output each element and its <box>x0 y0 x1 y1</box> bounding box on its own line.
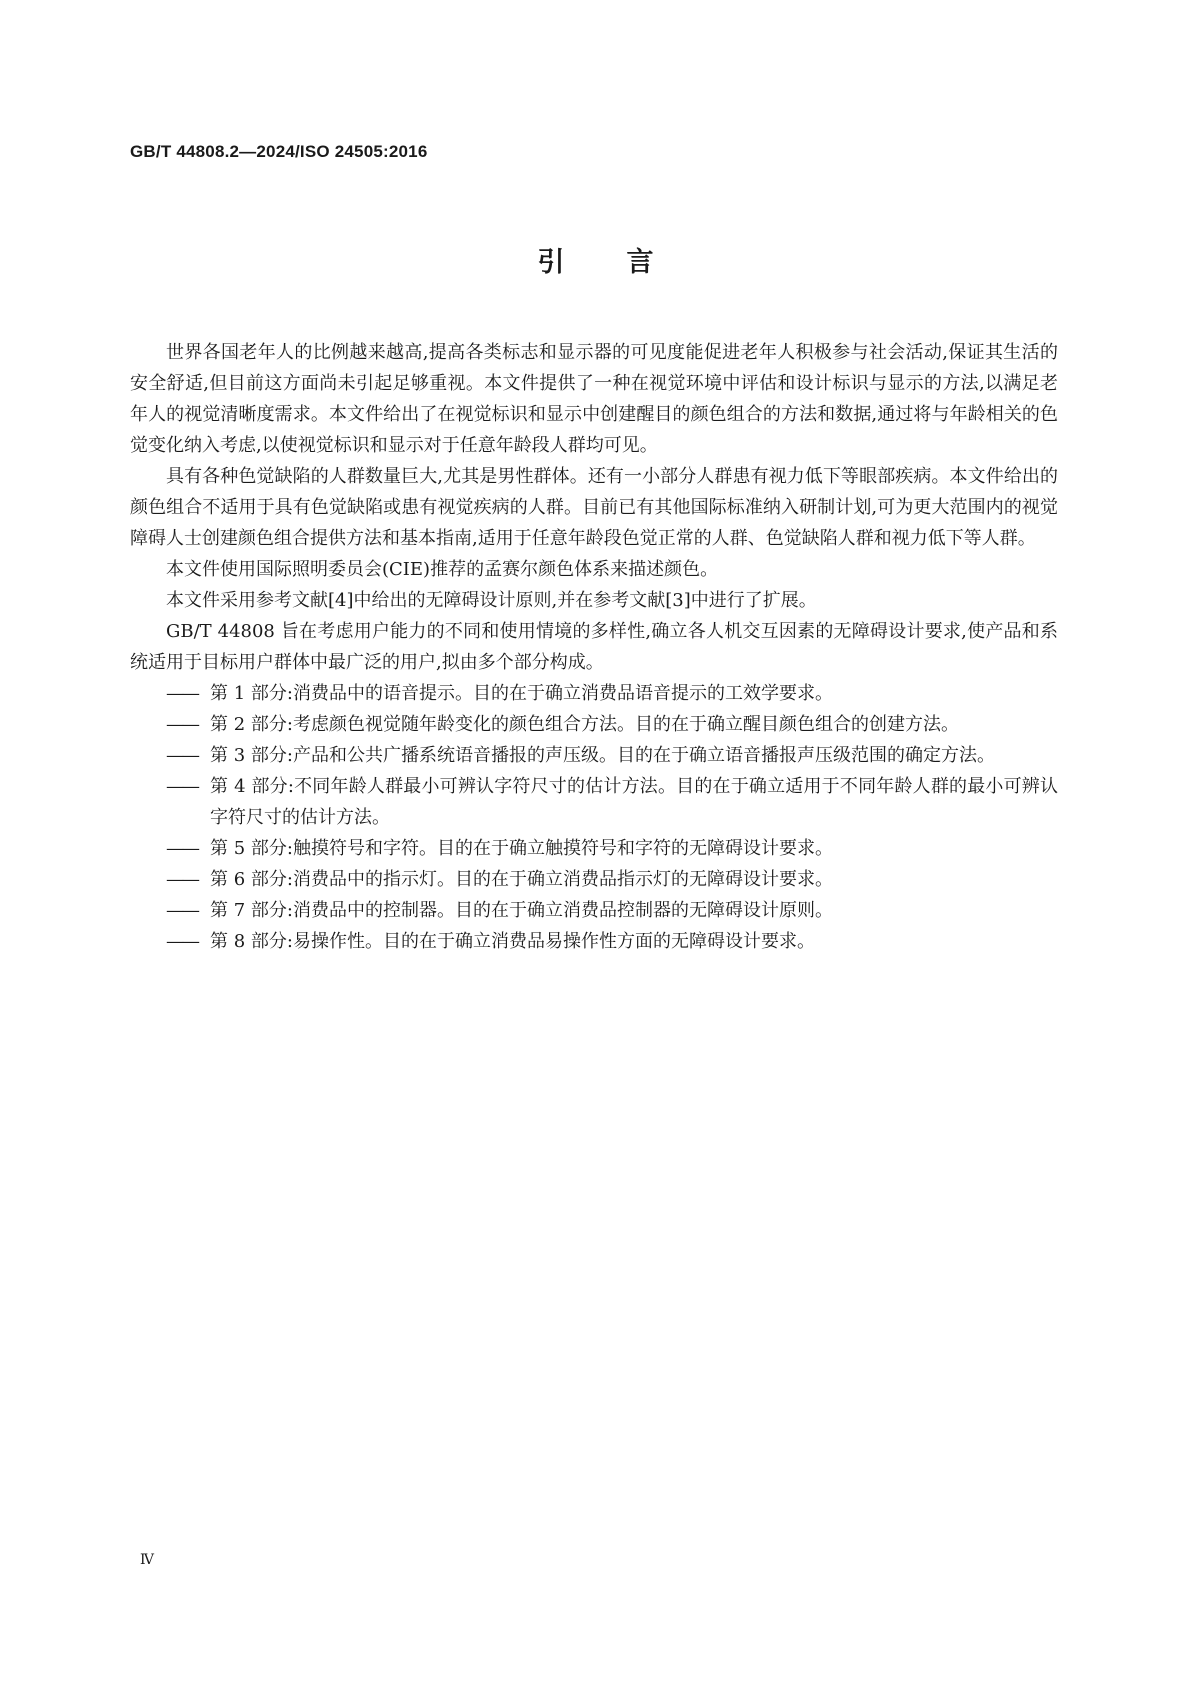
intro-paragraph-4: 本文件采用参考文献[4]中给出的无障碍设计原则,并在参考文献[3]中进行了扩展。 <box>166 590 817 611</box>
list-item-text: 第 3 部分:产品和公共广播系统语音播报的声压级。目的在于确立语音播报声压级范围的确定方法。 <box>210 745 995 766</box>
list-dash: —— <box>166 931 198 952</box>
list-dash: —— <box>166 683 198 704</box>
list-item-text: 第 6 部分:消费品中的指示灯。目的在于确立消费品指示灯的无障碍设计要求。 <box>210 869 833 890</box>
list-dash: —— <box>166 869 198 890</box>
parts-list <box>130 678 1058 957</box>
parts-list-item-1 <box>130 678 1058 709</box>
list-item-text: 第 5 部分:触摸符号和字符。目的在于确立触摸符号和字符的无障碍设计要求。 <box>210 838 833 859</box>
intro-paragraph-3: 本文件使用国际照明委员会(CIE)推荐的孟赛尔颜色体系来描述颜色。 <box>166 559 719 580</box>
parts-list-item-4 <box>130 771 1058 833</box>
parts-list-item-6 <box>130 864 1058 895</box>
standard-number-header: GB/T 44808.2—2024/ISO 24505:2016 <box>130 142 428 161</box>
list-item-text: 第 2 部分:考虑颜色视觉随年龄变化的颜色组合方法。目的在于确立醒目颜色组合的创建方法。 <box>210 714 959 735</box>
parts-list-item-2 <box>130 709 1058 740</box>
list-item-text: 第 1 部分:消费品中的语音提示。目的在于确立消费品语音提示的工效学要求。 <box>210 683 833 704</box>
section-title: 引言 <box>537 247 716 278</box>
list-item-text: 第 4 部分:不同年龄人群最小可辨认字符尺寸的估计方法。目的在于确立适用于不同年龄人群的最小可辨认字符尺寸的估计方法。 <box>210 776 1058 828</box>
page-number: Ⅳ <box>140 1552 154 1568</box>
list-dash: —— <box>166 745 198 766</box>
list-dash: —— <box>166 900 198 921</box>
list-item-text: 第 7 部分:消费品中的控制器。目的在于确立消费品控制器的无障碍设计原则。 <box>210 900 833 921</box>
list-dash: —— <box>166 714 198 735</box>
list-dash: —— <box>166 838 198 859</box>
parts-list-item-3 <box>130 740 1058 771</box>
parts-list-item-5 <box>130 833 1058 864</box>
list-item-text: 第 8 部分:易操作性。目的在于确立消费品易操作性方面的无障碍设计要求。 <box>210 931 815 952</box>
parts-list-item-8 <box>130 926 1058 957</box>
introduction-body <box>130 337 1058 957</box>
intro-paragraph-2: 具有各种色觉缺陷的人群数量巨大,尤其是男性群体。还有一小部分人群患有视力低下等眼部疾病。本文件给出的颜色组合不适用于具有色觉缺陷或患有视觉疾病的人群。目前已有其他国际标准纳入研制计划,可为更大范围内的视觉障碍人士创建颜色组合提供方法和基本指南,适用于任意年龄段色觉正常的人群、色觉缺陷人群和视力低下等人群。 <box>130 466 1058 549</box>
intro-paragraph-5: GB/T 44808 旨在考虑用户能力的不同和使用情境的多样性,确立各人机交互因素的无障碍设计要求,使产品和系统适用于目标用户群体中最广泛的用户,拟由多个部分构成。 <box>130 621 1058 673</box>
intro-paragraph-1: 世界各国老年人的比例越来越高,提高各类标志和显示器的可见度能促进老年人积极参与社会活动,保证其生活的安全舒适,但目前这方面尚未引起足够重视。本文件提供了一种在视觉环境中评估和设计标识与显示的方法,以满足老年人的视觉清晰度需求。本文件给出了在视觉标识和显示中创建醒目的颜色组合的方法和数据,通过将与年龄相关的色觉变化纳入考虑,以使视觉标识和显示对于任意年龄段人群均可见。 <box>130 342 1058 456</box>
list-dash: —— <box>166 776 198 797</box>
parts-list-item-7 <box>130 895 1058 926</box>
